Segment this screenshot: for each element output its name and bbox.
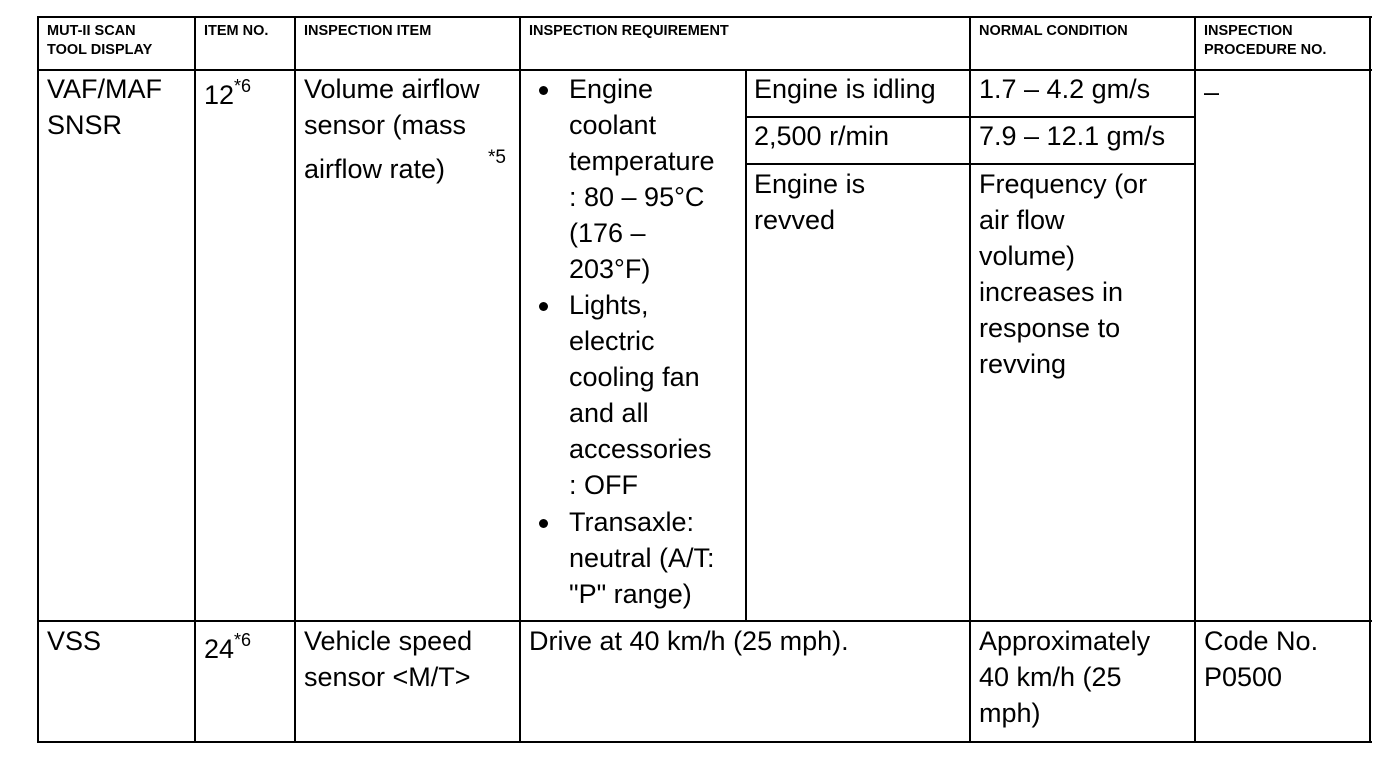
row2-display: VSS xyxy=(47,626,102,656)
row1-item-line: Volume airflow xyxy=(304,74,480,104)
requirement-line: Transaxle: xyxy=(569,507,695,537)
condition-normal-line: increases in xyxy=(979,277,1124,307)
condition-state-line: Engine is xyxy=(754,169,866,199)
row2-item-line: Vehicle speed xyxy=(304,626,473,656)
requirement-item xyxy=(569,71,715,287)
header-inspection-item: INSPECTION ITEM xyxy=(304,23,432,39)
bullet-icon xyxy=(539,86,548,95)
requirement-line: neutral (A/T: xyxy=(569,543,715,573)
row2-normal-line: 40 km/h (25 xyxy=(979,662,1122,692)
bullet-icon xyxy=(539,519,548,528)
requirement-line: : OFF xyxy=(569,470,638,500)
header-item-no: ITEM NO. xyxy=(204,23,269,39)
row1-item-no-value: 12 xyxy=(204,80,235,110)
requirement-line: "P" range) xyxy=(569,579,692,609)
condition-state-line: revved xyxy=(754,205,836,235)
row2-item-no-note: *6 xyxy=(234,630,252,650)
row2-inspection-item xyxy=(304,623,472,695)
requirement-line: (176 – xyxy=(569,218,646,248)
header-procedure-line: PROCEDURE NO. xyxy=(1204,42,1327,58)
col-border-6 xyxy=(1369,16,1371,743)
header-procedure-no xyxy=(1204,22,1326,60)
condition-normal: 7.9 – 12.1 gm/s xyxy=(979,121,1166,151)
condition-state: 2,500 r/min xyxy=(754,121,890,151)
table-top-border xyxy=(37,16,1372,18)
subcol-border xyxy=(745,69,747,622)
row1-display-line: SNSR xyxy=(47,110,123,140)
row1-item-line: airflow rate) xyxy=(304,154,446,184)
row1-item-note: *5 xyxy=(488,147,506,168)
row1-item-line: sensor (mass xyxy=(304,110,467,140)
row2-procedure-line: Code No. xyxy=(1204,626,1319,656)
col-border-0 xyxy=(37,16,39,743)
row1-item-no xyxy=(204,77,251,116)
header-normal-condition: NORMAL CONDITION xyxy=(979,23,1128,39)
header-display-line: TOOL DISPLAY xyxy=(47,42,153,58)
row2-normal-line: mph) xyxy=(979,698,1041,728)
row2-normal-line: Approximately xyxy=(979,626,1151,656)
condition-normal xyxy=(979,166,1147,382)
condition-normal: 1.7 – 4.2 gm/s xyxy=(979,74,1151,104)
requirement-line: accessories xyxy=(569,434,712,464)
row2-normal-condition xyxy=(979,623,1150,731)
col-border-5 xyxy=(1194,16,1196,743)
row2-item-no-value: 24 xyxy=(204,634,235,664)
header-procedure-line: INSPECTION xyxy=(1204,23,1293,39)
condition-state xyxy=(754,166,865,238)
col-border-4 xyxy=(969,16,971,743)
requirement-line: Lights, xyxy=(569,290,649,320)
condition-normal-line: air flow xyxy=(979,205,1065,235)
requirement-line: temperature xyxy=(569,146,715,176)
condition-normal-line: Frequency (or xyxy=(979,169,1148,199)
col-border-3 xyxy=(519,16,521,743)
requirement-item xyxy=(569,287,712,503)
requirement-line: and all xyxy=(569,398,649,428)
row2-procedure xyxy=(1204,623,1318,695)
row2-item-no xyxy=(204,631,251,670)
condition-normal-line: response to xyxy=(979,313,1121,343)
row1-item-no-note: *6 xyxy=(234,76,252,96)
header-display xyxy=(47,22,152,60)
row1-display xyxy=(47,71,162,143)
row1-bottom-border xyxy=(37,620,1372,622)
row1-display-line: VAF/MAF xyxy=(47,74,163,104)
condition-normal-line: revving xyxy=(979,349,1067,379)
col-border-1 xyxy=(194,16,196,743)
row1-inspection-item xyxy=(304,71,480,187)
condition-state: Engine is idling xyxy=(754,74,936,104)
row2-item-line: sensor <M/T> xyxy=(304,662,471,692)
requirement-line: coolant xyxy=(569,110,657,140)
header-display-line: MUT-II SCAN xyxy=(47,23,136,39)
table-bottom-border xyxy=(37,741,1372,743)
col-border-2 xyxy=(294,16,296,743)
requirement-line: : 80 – 95°C xyxy=(569,182,705,212)
requirement-line: Engine xyxy=(569,74,654,104)
requirement-line: cooling fan xyxy=(569,362,700,392)
header-inspection-requirement: INSPECTION REQUIREMENT xyxy=(529,23,729,39)
row2-requirement: Drive at 40 km/h (25 mph). xyxy=(529,626,849,656)
row2-procedure-line: P0500 xyxy=(1204,662,1283,692)
requirement-line: electric xyxy=(569,326,655,356)
requirement-line: 203°F) xyxy=(569,254,651,284)
row1-procedure: – xyxy=(1204,77,1220,107)
requirement-item xyxy=(569,504,715,612)
bullet-icon xyxy=(539,302,548,311)
condition-normal-line: volume) xyxy=(979,241,1076,271)
